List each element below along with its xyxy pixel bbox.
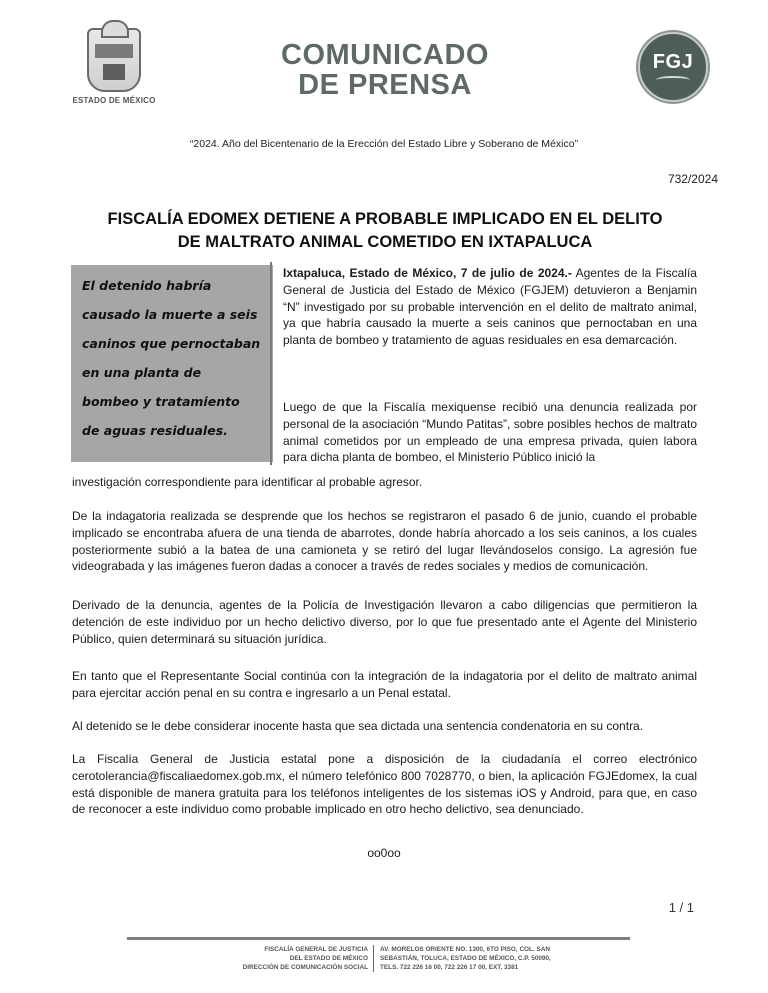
pull-quote-divider (270, 262, 272, 465)
pull-quote-line: caninos que pernoctaban (82, 336, 261, 351)
pull-quote-line: bombeo y tratamiento (82, 394, 240, 409)
pull-quote-line: El detenido habría (82, 278, 212, 293)
footer-institution (150, 945, 368, 972)
footer-institution-line: DEL ESTADO DE MÉXICO (289, 955, 368, 962)
fgj-logo (638, 32, 708, 102)
wings-icon (656, 76, 690, 84)
pull-quote (71, 265, 273, 462)
headline-line1: FISCALÍA EDOMEX DETIENE A PROBABLE IMPLICADO EN EL DELITO (107, 210, 663, 228)
pull-quote-line: causado la muerte a seis (82, 307, 258, 322)
footer-address-line: AV. MORELOS ORIENTE NO. 1300, 6TO PISO, COL. SAN (380, 946, 550, 953)
paragraph-7: La Fiscalía General de Justicia estatal pone a disposición de la ciudadanía el correo electrónico cerotolerancia@fiscaliaedomex.gob.mx, el número telefónico 800 7028770, o bien, la aplicación FGJEdomex, la cual está disponible de manera gratuita para los teléfonos inteligentes de los sistemas iOS y Android, para que, en caso de reconocer a este individuo como probable implicado en otro hecho delictivo, sea denunciado. (72, 752, 697, 817)
page-title (270, 40, 500, 100)
footer-divider (127, 937, 630, 940)
paragraph-2: Luego de que la Fiscalía mexiquense recibió una denuncia realizada por personal de la asociación “Mundo Patitas”, sobre posibles hechos de maltrato animal cometidos por un empleado de una empresa privada, quien labora para dicha planta de bombeo, el Ministerio Público inició la (283, 400, 697, 465)
footer-address (380, 945, 660, 972)
pull-quote-line: en una planta de (82, 365, 202, 380)
footer-vertical-divider (373, 945, 374, 972)
fgj-logo-text: FGJ (652, 51, 694, 73)
footer-institution-line: FISCALÍA GENERAL DE JUSTICIA (264, 946, 368, 953)
headline (60, 208, 710, 254)
footer-institution-line: DIRECCIÓN DE COMUNICACIÓN SOCIAL (242, 964, 368, 971)
dateline: Ixtapaluca, Estado de México, 7 de julio de 2024.- (283, 266, 572, 280)
page-title-line2: DE PRENSA (298, 69, 472, 101)
page-indicator: 1 / 1 (668, 900, 694, 915)
page-title-line1: COMUNICADO (281, 39, 489, 71)
headline-line2: DE MALTRATO ANIMAL COMETIDO EN IXTAPALUCA (177, 233, 593, 251)
year-motto: “2024. Año del Bicentenario de la Erección del Estado Libre y Soberano de México” (189, 138, 579, 150)
paragraph-lead-text: Agentes de la Fiscalía General de Justicia del Estado de México (FGJEM) detuvieron a Benjamin “N” investigado por su probable intervención en el delito de maltrato animal, ya que habría causado la muerte a seis caninos que pernoctaban en una planta de bombeo y tratamiento de aguas residuales en esa demarcación. (283, 266, 697, 348)
paragraph-4: Derivado de la denuncia, agentes de la Policía de Investigación llevaron a cabo diligencias que permitieron la detención de este individuo por un hecho delictivo diverso, por lo que fue presentado ante el Agente del Ministerio Público, quien determinará su situación jurídica. (72, 598, 697, 646)
end-separator: oo0oo (367, 846, 401, 860)
paragraph-2-continued: investigación correspondiente para identificar al probable agresor. (72, 475, 423, 489)
coat-of-arms-icon (87, 28, 141, 92)
estado-de-mexico-logo (68, 28, 160, 108)
paragraph-3: De la indagatoria realizada se desprende que los hechos se registraron el pasado 6 de junio, cuando el probable implicado se encontraba afuera de una tienda de abarrotes, donde habría ahorcado a los seis caninos, a los cuales posteriormente subió a la batea de una camioneta y se retiró del lugar llevándoselos consigo. La agresión fue videograbada y las imágenes fueron dadas a conocer a través de redes sociales y medios de comunicación. (72, 509, 697, 574)
estado-de-mexico-label: ESTADO DE MÉXICO (72, 96, 156, 105)
paragraph-lead (283, 265, 697, 349)
paragraph-6: Al detenido se le debe considerar inocente hasta que sea dictada una sentencia condenatoria en su contra. (72, 719, 644, 733)
paragraph-5: En tanto que el Representante Social continúa con la integración de la indagatoria por el delito de maltrato animal para ejercitar acción penal en su contra e ingresarlo a un Penal estatal. (72, 669, 697, 700)
pull-quote-line: de aguas residuales. (82, 423, 228, 438)
footer-address-line: TELS. 722 226 16 00, 722 226 17 00, EXT. 3381 (380, 964, 519, 971)
document-number: 732/2024 (667, 172, 718, 186)
footer-address-line: SEBASTIÁN, TOLUCA, ESTADO DE MÉXICO, C.P. 50090, (380, 955, 551, 962)
